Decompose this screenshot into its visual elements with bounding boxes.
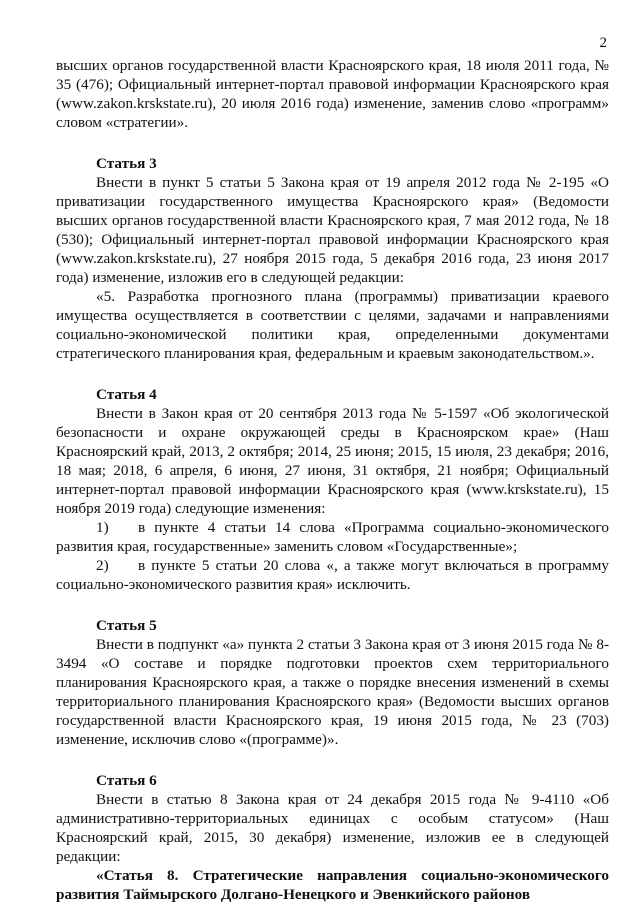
article-3-paragraph-2: «5. Разработка прогнозного плана (программы) приватизации краевого имущества осуществляется в соответствии с целями, задачами и направлениями социально-экономической политики края, определенными документами стратегического планирования края, федеральным и краевым законодательством.». bbox=[56, 288, 609, 362]
list-number: 1) bbox=[96, 519, 109, 536]
article-4-heading: Статья 4 bbox=[96, 386, 157, 403]
article-4-item-1 bbox=[56, 518, 609, 556]
article-4-paragraph-1: Внести в Закон края от 20 сентября 2013 года № 5-1597 «Об экологической безопасности и охране окружающей среды в Красноярском крае» (Наш Красноярский край, 2013, 2 октября; 2014, 25 июня; 2015, 15 июля, 23 декабря; 2016, 18 мая; 2018, 6 апреля, 6 июня, 27 июня, 31 октября, 21 ноября; Официальный интернет-портал правовой информации Красноярского края (www.krskstate.ru), 15 ноября 2019 года) следующие изменения: bbox=[56, 405, 609, 517]
list-item-text: в пункте 4 статьи 14 слова «Программа социально-экономического развития края, государственные» заменить словом «Государственные»; bbox=[56, 519, 609, 555]
article-3-heading: Статья 3 bbox=[96, 155, 157, 172]
article-5-paragraph-1: Внести в подпункт «а» пункта 2 статьи 3 Закона края от 3 июня 2015 года № 8-3494 «О составе и порядке подготовки проектов схем территориального планирования Красноярского края, а также о порядке внесения изменений в схемы территориального планирования Красноярского края» (Ведомости высших органов государственной власти Красноярского края, 19 июня 2015 года, № 23 (703) изменение, исключив слово «(программе)». bbox=[56, 636, 609, 748]
article-4-item-2 bbox=[56, 556, 609, 594]
article-6-paragraph-1: Внести в статью 8 Закона края от 24 декабря 2015 года № 9-4110 «Об административно-территориальных единицах с особым статусом» (Наш Красноярский край, 2015, 30 декабря) изменение, изложив ее в следующей редакции: bbox=[56, 791, 609, 865]
list-item-text: в пункте 5 статьи 20 слова «, а также могут включаться в программу социально-экономического развития края» исключить. bbox=[56, 557, 609, 593]
article-6-quote-heading: «Статья 8. Стратегические направления социально-экономического развития Таймырского Долгано-Ненецкого и Эвенкийского районов bbox=[56, 867, 609, 903]
intro-continuation: высших органов государственной власти Красноярского края, 18 июля 2011 года, № 35 (476); Официальный интернет-портал правовой информации Красноярского края (www.zakon.krskstate.ru), 20 июля 2016 года) изменение, заменив слово «программ» словом «стратегии». bbox=[56, 57, 609, 131]
article-3-paragraph-1: Внести в пункт 5 статьи 5 Закона края от 19 апреля 2012 года № 2-195 «О приватизации государственного имущества Красноярского края» (Ведомости высших органов государственной власти Красноярского края, 7 мая 2012 года, № 18 (530); Официальный интернет-портал правовой информации Красноярского края (www.zakon.krskstate.ru), 27 ноября 2015 года, 5 декабря 2016 года, 23 июня 2017 года) изменение, изложив его в следующей редакции: bbox=[56, 174, 609, 286]
article-5-heading: Статья 5 bbox=[96, 617, 157, 634]
page-number: 2 bbox=[599, 35, 607, 51]
article-6-heading: Статья 6 bbox=[96, 772, 157, 789]
list-number: 2) bbox=[96, 557, 109, 574]
document-body bbox=[56, 56, 609, 904]
